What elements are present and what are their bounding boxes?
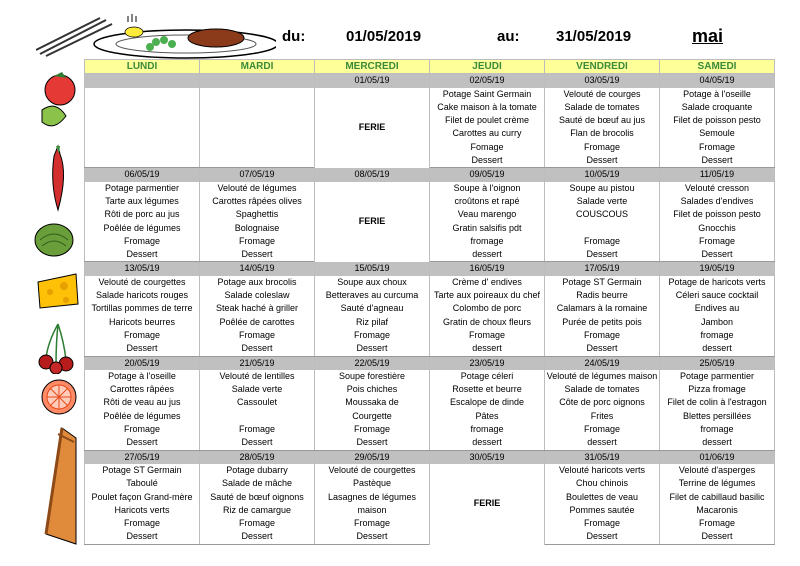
menu-item: Filet de poisson pesto [660, 114, 775, 127]
month-title: mai [692, 26, 724, 46]
menu-item: Dessert [545, 342, 660, 356]
menu-item: Potage à l'oseille [660, 88, 775, 101]
menu-item: Fromage [315, 423, 430, 436]
menu-item: Fromage [660, 235, 775, 248]
menu-item: Potage à l'oseille [85, 370, 200, 383]
menu-item: Colombo de porc [430, 302, 545, 315]
menu-item: Fromage [85, 423, 200, 436]
date-cell: 01/05/19 [315, 74, 430, 88]
menu-item: Dessert [200, 436, 315, 450]
menu-item: Filet de colin à l'estragon [660, 396, 775, 409]
date-cell: 04/05/19 [660, 74, 775, 88]
date-cell: 30/05/19 [430, 450, 545, 464]
menu-item: dessert [660, 342, 775, 356]
menu-item [200, 101, 315, 114]
menu-item: Rôti de porc au jus [85, 208, 200, 221]
date-cell: 17/05/19 [545, 262, 660, 276]
meal-row [85, 370, 775, 383]
menu-item: Pommes sautée [545, 504, 660, 517]
menu-item: Tarte aux poireaux du chef [430, 289, 545, 302]
date-row [85, 168, 775, 182]
menu-item: Rosette et beurre [430, 383, 545, 396]
menu-item: Dessert [200, 248, 315, 262]
menu-item [200, 154, 315, 168]
menu-item: Cassoulet [200, 396, 315, 409]
cherries-illustration [38, 322, 78, 374]
menu-item: Dessert [85, 248, 200, 262]
menu-item: croûtons et rapé [430, 195, 545, 208]
menu-item: Pizza fromage [660, 383, 775, 396]
meal-row [85, 114, 775, 127]
meal-row [85, 410, 775, 423]
du-label: du: [282, 28, 306, 45]
menu-item: Fromage [430, 329, 545, 342]
meal-row [85, 383, 775, 396]
menu-item: Carottes râpées [85, 383, 200, 396]
menu-item: Gratin salsifis pdt [430, 222, 545, 235]
menu-item: Salade de tomates [545, 101, 660, 114]
menu-item: Bolognaise [200, 222, 315, 235]
meal-row [85, 235, 775, 248]
menu-item: Fromage [85, 517, 200, 530]
meal-row [85, 141, 775, 154]
menu-item: dessert [545, 436, 660, 450]
menu-item: Dessert [660, 154, 775, 168]
menu-item: Dessert [85, 530, 200, 544]
meal-row [85, 154, 775, 168]
meal-row [85, 289, 775, 302]
menu-item: Côte de porc oignons [545, 396, 660, 409]
menu-item: Velouté de courges [545, 88, 660, 101]
menu-item: Carottes au curry [430, 127, 545, 140]
menu-item: Boulettes de veau [545, 491, 660, 504]
menu-item: Riz pilaf [315, 316, 430, 329]
menu-item: Rôti de veau au jus [85, 396, 200, 409]
menu-item: Endives au [660, 302, 775, 315]
menu-item: Velouté cresson [660, 182, 775, 195]
menu-item: Salades d'endives [660, 195, 775, 208]
date-row [85, 450, 775, 464]
menu-item: dessert [430, 342, 545, 356]
day-header: LUNDI [85, 60, 200, 74]
date-cell: 22/05/19 [315, 356, 430, 370]
date-cell: 14/05/19 [200, 262, 315, 276]
menu-item [200, 88, 315, 101]
menu-item: Dessert [315, 436, 430, 450]
menu-item: Salade de tomates [545, 383, 660, 396]
menu-item: Céleri sauce cocktail [660, 289, 775, 302]
menu-item: Fromage [200, 423, 315, 436]
date-cell: 02/05/19 [430, 74, 545, 88]
day-header: MARDI [200, 60, 315, 74]
date-cell: 09/05/19 [430, 168, 545, 182]
menu-item: Calamars à la romaine [545, 302, 660, 315]
date-cell: 28/05/19 [200, 450, 315, 464]
menu-item: Filet de poulet crème [430, 114, 545, 127]
menu-item: Carottes râpées olives [200, 195, 315, 208]
menu-item: Tarte aux légumes [85, 195, 200, 208]
menu-item: Poulet façon Grand-mère [85, 491, 200, 504]
menu-item: Poêlée de carottes [200, 316, 315, 329]
meal-row [85, 127, 775, 140]
menu-item: Dessert [430, 154, 545, 168]
meal-row [85, 329, 775, 342]
menu-item: Soupe au pistou [545, 182, 660, 195]
menu-item: Dessert [85, 436, 200, 450]
meal-row [85, 302, 775, 315]
menu-item: Salade verte [545, 195, 660, 208]
menu-item: Fromage [200, 235, 315, 248]
menu-item: Dessert [200, 342, 315, 356]
menu-item: Fromage [660, 141, 775, 154]
date-cell: 10/05/19 [545, 168, 660, 182]
menu-item: Semoule [660, 127, 775, 140]
grapefruit-illustration [38, 378, 80, 416]
menu-item: Fromage [660, 517, 775, 530]
menu-item: Lasagnes de légumes [315, 491, 430, 504]
meal-row [85, 88, 775, 101]
meal-row [85, 423, 775, 436]
menu-item: Sauté de bœuf oignons [200, 491, 315, 504]
menu-item: Filet de cabillaud basilic [660, 491, 775, 504]
date-cell: 21/05/19 [200, 356, 315, 370]
date-cell: 11/05/19 [660, 168, 775, 182]
menu-item: Velouté de légumes maison [545, 370, 660, 383]
menu-item: Fromage [545, 517, 660, 530]
menu-item: fromage [430, 235, 545, 248]
header [0, 22, 800, 56]
menu-item: fromage [660, 329, 775, 342]
menu-item [85, 154, 200, 168]
menu-item: Potage céleri [430, 370, 545, 383]
menu-item: Pois chiches [315, 383, 430, 396]
menu-item: Haricots beurres [85, 316, 200, 329]
menu-item: Potage dubarry [200, 464, 315, 477]
menu-item: Cake maison à la tomate [430, 101, 545, 114]
menu-item: Potage aux brocolis [200, 276, 315, 289]
menu-item: Salade de mâche [200, 477, 315, 490]
meal-row [85, 182, 775, 195]
meal-row [85, 464, 775, 477]
menu-item: Fromage [85, 235, 200, 248]
menu-item: Fomage [430, 141, 545, 154]
menu-item: Potage parmentier [660, 370, 775, 383]
menu-item: Pastèque [315, 477, 430, 490]
meal-row [85, 396, 775, 409]
date-cell: 24/05/19 [545, 356, 660, 370]
menu-item: COUSCOUS [545, 208, 660, 221]
date-cell: 01/06/19 [660, 450, 775, 464]
menu-item: Salade haricots rouges [85, 289, 200, 302]
menu-item: Spaghettis [200, 208, 315, 221]
menu-item: Frites [545, 410, 660, 423]
date-cell [85, 74, 200, 88]
menu-item: Flan de brocolis [545, 127, 660, 140]
menu-item: Escalope de dinde [430, 396, 545, 409]
meal-row [85, 436, 775, 450]
menu-item: maison [315, 504, 430, 517]
day-header: JEUDI [430, 60, 545, 74]
date-cell: 16/05/19 [430, 262, 545, 276]
holiday-label: FERIE [430, 464, 545, 544]
date-row [85, 74, 775, 88]
menu-item [200, 114, 315, 127]
menu-item [85, 141, 200, 154]
menu-item: Blettes persillées [660, 410, 775, 423]
menu-item [85, 101, 200, 114]
menu-item [85, 88, 200, 101]
meal-row [85, 208, 775, 221]
menu-item [200, 127, 315, 140]
meal-row [85, 276, 775, 289]
date-cell: 03/05/19 [545, 74, 660, 88]
cheese-illustration [36, 268, 80, 312]
menu-item: Taboulé [85, 477, 200, 490]
menu-item: Salade verte [200, 383, 315, 396]
menu-item: Salade croquante [660, 101, 775, 114]
day-header: VENDREDI [545, 60, 660, 74]
menu-item [200, 141, 315, 154]
menu-item: Velouté haricots verts [545, 464, 660, 477]
menu-item: Dessert [545, 530, 660, 544]
date-row [85, 356, 775, 370]
menu-item: Fromage [200, 517, 315, 530]
menu-item: Fromage [200, 329, 315, 342]
menu-item: Veau marengo [430, 208, 545, 221]
menu-item: Poêlée de légumes [85, 222, 200, 235]
menu-item: Soupe aux choux [315, 276, 430, 289]
menu-item: Fromage [545, 329, 660, 342]
menu-item: Fromage [315, 329, 430, 342]
menu-item: Potage parmentier [85, 182, 200, 195]
artichoke-illustration [32, 218, 76, 258]
menu-table [84, 59, 775, 545]
tomato-illustration [36, 70, 78, 132]
menu-item: Potage Saint Germain [430, 88, 545, 101]
date-cell: 25/05/19 [660, 356, 775, 370]
menu-item: Potage ST Germain [85, 464, 200, 477]
menu-item: Sauté d'agneau [315, 302, 430, 315]
date-to: 31/05/2019 [556, 28, 632, 45]
date-row [85, 262, 775, 276]
menu-item: Terrine de légumes [660, 477, 775, 490]
meal-row [85, 195, 775, 208]
menu-item: Filet de poisson pesto [660, 208, 775, 221]
date-cell [200, 74, 315, 88]
date-cell: 23/05/19 [430, 356, 545, 370]
date-cell: 27/05/19 [85, 450, 200, 464]
date-cell: 20/05/19 [85, 356, 200, 370]
menu-item: Velouté de légumes [200, 182, 315, 195]
menu-item: Soupe à l'oignon [430, 182, 545, 195]
menu-item: dessert [430, 248, 545, 262]
menu-item: Fromage [545, 141, 660, 154]
menu-item: Fromage [85, 329, 200, 342]
menu-item: Dessert [545, 248, 660, 262]
menu-item: Chou chinois [545, 477, 660, 490]
menu-item: Dessert [660, 248, 775, 262]
menu-item: Velouté de courgettes [315, 464, 430, 477]
meal-row [85, 101, 775, 114]
menu-item [200, 410, 315, 423]
menu-item: Fromage [315, 517, 430, 530]
menu-item: Dessert [315, 530, 430, 544]
menu-item: Radis beurre [545, 289, 660, 302]
meal-row [85, 248, 775, 262]
menu-item: Betteraves au curcuma [315, 289, 430, 302]
menu-item: Dessert [85, 342, 200, 356]
menu-item: Salade coleslaw [200, 289, 315, 302]
menu-item: Haricots verts [85, 504, 200, 517]
menu-item: Fromage [545, 423, 660, 436]
date-cell: 08/05/19 [315, 168, 430, 182]
day-header: MERCREDI [315, 60, 430, 74]
pie-slice-illustration [36, 424, 82, 550]
menu-item: Dessert [200, 530, 315, 544]
menu-item: Pâtes [430, 410, 545, 423]
menu-item: Dessert [315, 342, 430, 356]
date-cell: 06/05/19 [85, 168, 200, 182]
menu-item: Gratin de choux fleurs [430, 316, 545, 329]
menu-item: Riz de camargue [200, 504, 315, 517]
menu-item: Dessert [660, 530, 775, 544]
menu-item: dessert [430, 436, 545, 450]
holiday-label: FERIE [315, 182, 430, 262]
meal-row [85, 342, 775, 356]
holiday-label: FERIE [315, 88, 430, 168]
meal-row [85, 222, 775, 235]
menu-item: Velouté de courgettes [85, 276, 200, 289]
date-cell: 07/05/19 [200, 168, 315, 182]
day-header-row [85, 60, 775, 74]
menu-item: Purée de petits pois [545, 316, 660, 329]
menu-item: Moussaka de [315, 396, 430, 409]
menu-item: fromage [660, 423, 775, 436]
au-label: au: [497, 28, 520, 45]
date-cell: 15/05/19 [315, 262, 430, 276]
menu-item: Courgette [315, 410, 430, 423]
menu-item: Potage de haricots verts [660, 276, 775, 289]
menu-item [85, 114, 200, 127]
menu-item: Steak haché à griller [200, 302, 315, 315]
menu-item [85, 127, 200, 140]
menu-item: Potage ST Germain [545, 276, 660, 289]
day-header: SAMEDI [660, 60, 775, 74]
date-cell: 13/05/19 [85, 262, 200, 276]
menu-item: Dessert [545, 154, 660, 168]
date-from: 01/05/2019 [346, 28, 422, 45]
menu-item: dessert [660, 436, 775, 450]
date-cell: 31/05/19 [545, 450, 660, 464]
menu-item: Crème d' endives [430, 276, 545, 289]
pepper-illustration [46, 144, 70, 214]
menu-item: Velouté d'asperges [660, 464, 775, 477]
menu-item: Gnocchis [660, 222, 775, 235]
date-cell: 19/05/19 [660, 262, 775, 276]
menu-item: Poêlée de légumes [85, 410, 200, 423]
menu-item: Tortillas pommes de terre [85, 302, 200, 315]
menu-item: Velouté de lentilles [200, 370, 315, 383]
menu-item: Soupe forestière [315, 370, 430, 383]
menu-item: fromage [430, 423, 545, 436]
menu-item: Fromage [545, 235, 660, 248]
menu-item: Sauté de bœuf au jus [545, 114, 660, 127]
menu-item [545, 222, 660, 235]
date-cell: 29/05/19 [315, 450, 430, 464]
menu-item: Macaronis [660, 504, 775, 517]
meal-row [85, 316, 775, 329]
menu-item: Jambon [660, 316, 775, 329]
